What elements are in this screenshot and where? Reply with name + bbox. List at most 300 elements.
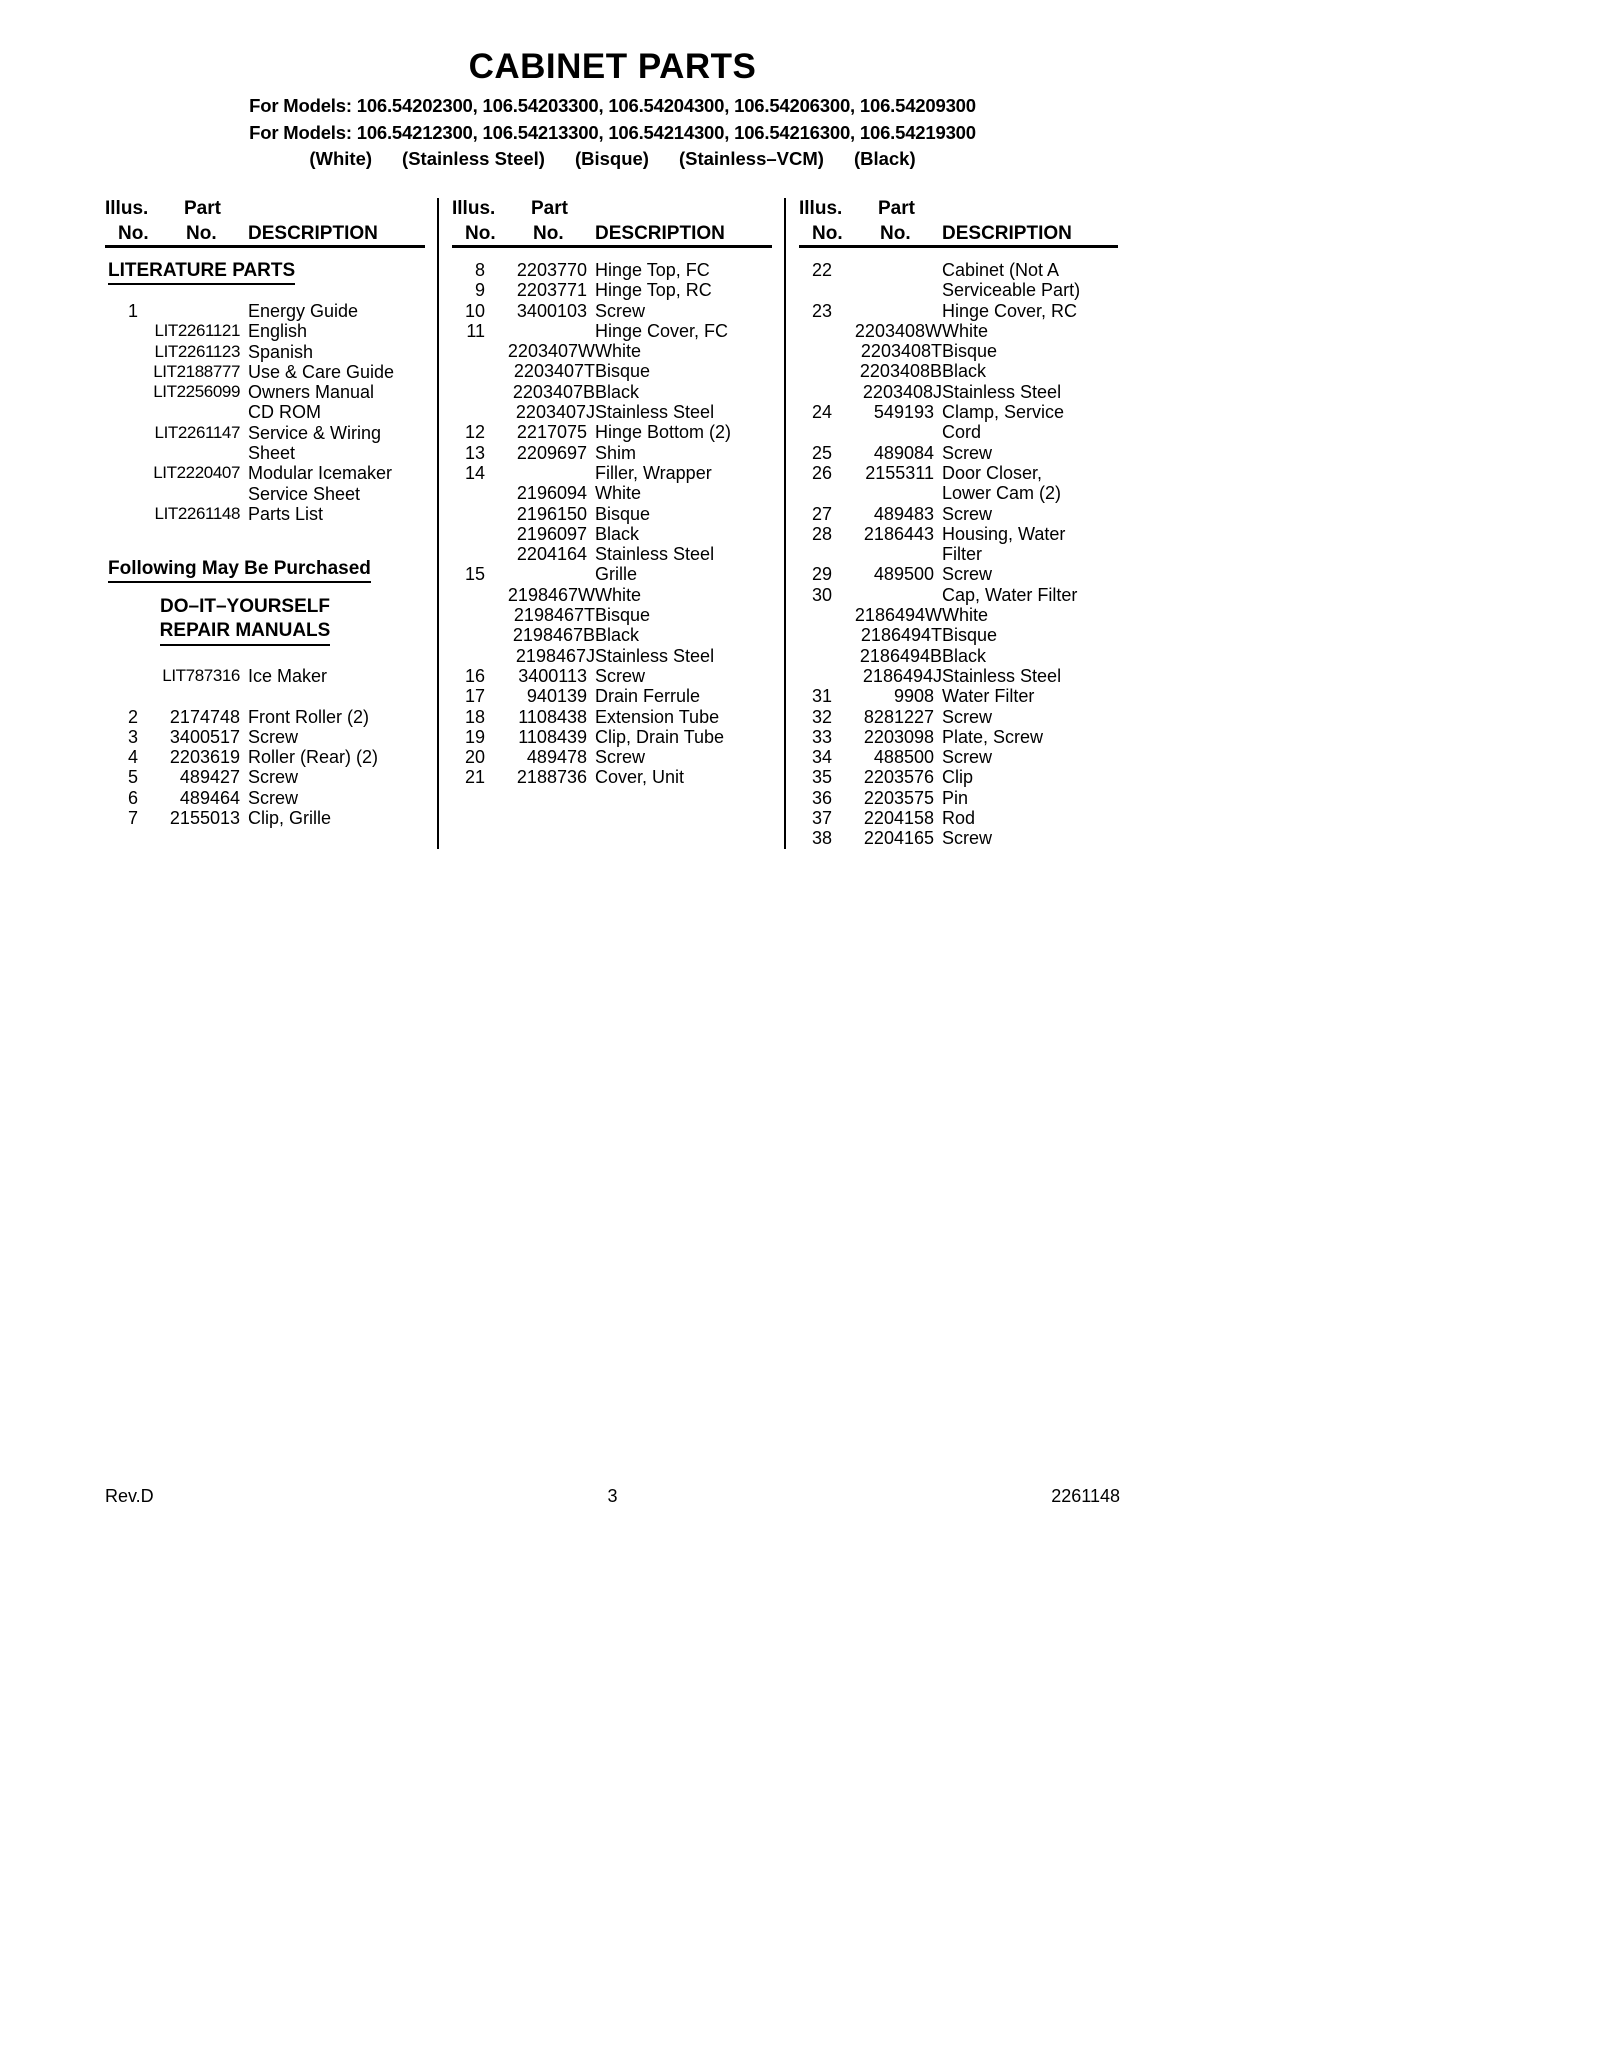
header-description-label: DESCRIPTION (942, 223, 1072, 244)
part-no: 2203098 (863, 726, 934, 747)
part-no: 2155013 (169, 808, 240, 829)
description-line: Door Closer, (942, 462, 1043, 483)
spacer (105, 583, 425, 595)
part-no (485, 564, 587, 584)
part-row (452, 605, 772, 625)
illus-no: 26 (811, 462, 832, 483)
description (248, 463, 425, 504)
part-no: LIT2261123 (154, 341, 240, 361)
header-illus-label: Illus. (105, 198, 149, 219)
part-no: LIT2220407 (153, 463, 240, 483)
description-line: Bisque (942, 341, 998, 362)
illus-no (452, 585, 485, 605)
description (595, 747, 772, 767)
part-no: 2203771 (516, 280, 587, 301)
document (105, 46, 1120, 849)
illus-no (105, 423, 138, 464)
description-line: Screw (942, 442, 993, 463)
part-row (452, 544, 772, 564)
part-no: 2203576 (863, 767, 934, 788)
description-line: White (942, 605, 989, 626)
description (942, 767, 1118, 787)
finish-label: (Stainless–VCM) (678, 148, 824, 169)
illus-no: 30 (811, 584, 832, 605)
illus-no: 4 (127, 747, 138, 768)
description-line: Screw (248, 767, 299, 788)
description-line: Service & Wiring (248, 422, 382, 443)
description-line: Owners Manual (248, 382, 375, 403)
illus-no (799, 361, 832, 381)
part-row (105, 727, 425, 747)
description (595, 483, 772, 503)
description (942, 524, 1118, 565)
part-no: 2188736 (516, 767, 587, 788)
part-no: 2203408W (854, 320, 942, 341)
description-line: Extension Tube (595, 706, 720, 727)
illus-no: 33 (811, 726, 832, 747)
header-description-label: DESCRIPTION (248, 223, 378, 244)
page-footer (105, 1486, 1120, 1510)
header-part-label: Part (531, 198, 568, 219)
description (595, 564, 772, 584)
description-line: Plate, Screw (942, 726, 1044, 747)
part-row (452, 280, 772, 300)
description-line: Bisque (595, 605, 651, 626)
description (248, 342, 425, 362)
part-no: 3400517 (169, 726, 240, 747)
part-no (138, 301, 240, 321)
illus-no: 18 (464, 706, 485, 727)
header-part-label: Part (878, 198, 915, 219)
description (595, 666, 772, 686)
description-line: Energy Guide (248, 301, 359, 321)
part-no: 3400113 (518, 665, 587, 686)
part-no: 2196094 (516, 483, 587, 504)
header-no-label: No. (465, 223, 496, 244)
header-no-label: No. (118, 223, 149, 244)
description-line: Lower Cam (2) (942, 483, 1062, 504)
part-row (105, 788, 425, 808)
illus-no: 35 (811, 767, 832, 788)
description-line: Clip, Drain Tube (595, 726, 725, 747)
description (248, 707, 425, 727)
illus-no (105, 463, 138, 504)
illus-no (799, 341, 832, 361)
description (942, 301, 1118, 321)
part-no: 2203408B (859, 361, 942, 382)
description-line: Bisque (942, 625, 998, 646)
illus-no: 22 (811, 260, 832, 280)
part-no: 2196097 (516, 523, 587, 544)
description (248, 666, 425, 686)
part-no: 8281227 (863, 706, 934, 727)
part-no: LIT2261121 (154, 321, 240, 341)
illus-no: 24 (811, 402, 832, 423)
description (595, 707, 772, 727)
description (942, 646, 1118, 666)
part-row (452, 707, 772, 727)
description (942, 504, 1118, 524)
illus-no: 16 (464, 665, 485, 686)
section-heading-text: REPAIR MANUALS (160, 619, 331, 646)
part-no: 2174748 (169, 706, 240, 727)
part-row (105, 463, 425, 504)
description-line: Pin (942, 787, 969, 808)
part-no: 2217075 (516, 422, 587, 443)
illus-no (452, 605, 485, 625)
illus-no (452, 524, 485, 544)
spacer (105, 646, 425, 666)
part-row (452, 767, 772, 787)
part-no: 1108439 (518, 726, 587, 747)
part-no: 940139 (526, 686, 587, 707)
description (595, 443, 772, 463)
description (248, 727, 425, 747)
part-no: 2196150 (516, 503, 587, 524)
part-row (799, 301, 1118, 321)
part-no: 2203407B (512, 381, 595, 402)
part-no: 2186494J (862, 665, 942, 686)
illus-no (105, 382, 138, 423)
description-line: Screw (942, 828, 993, 849)
description (595, 280, 772, 300)
illus-no: 38 (811, 828, 832, 849)
part-row (799, 707, 1118, 727)
description (942, 605, 1118, 625)
header-description-label: DESCRIPTION (595, 223, 725, 244)
description (942, 727, 1118, 747)
description-line: Cover, Unit (595, 767, 685, 788)
part-row (799, 443, 1118, 463)
footer-revision: Rev.D (105, 1486, 154, 1506)
description-line: Stainless Steel (595, 402, 715, 423)
models-line-2: For Models: 106.54212300, 106.54213300, 106.54214300, 106.54216300, 106.54219300 (249, 122, 976, 143)
description-line: Black (595, 381, 640, 402)
description-line: Black (595, 625, 640, 646)
part-row (799, 666, 1118, 686)
description-line: Screw (595, 300, 646, 321)
description-line: Screw (942, 503, 993, 524)
part-no: 2203619 (169, 747, 240, 768)
part-row (799, 686, 1118, 706)
part-row (452, 747, 772, 767)
illus-no (105, 666, 138, 686)
part-no (832, 585, 934, 605)
description (595, 524, 772, 544)
part-no: 2203770 (516, 260, 587, 280)
part-no: 3400103 (516, 300, 587, 321)
description (942, 585, 1118, 605)
description-line: Black (595, 523, 640, 544)
description (942, 808, 1118, 828)
finish-label: (Bisque) (574, 148, 649, 169)
part-row (452, 564, 772, 584)
description-line: White (942, 320, 989, 341)
part-row (105, 423, 425, 464)
description (248, 362, 425, 382)
section-heading-text: LITERATURE PARTS (108, 260, 295, 285)
part-no: 2204158 (863, 808, 934, 829)
part-row (799, 524, 1118, 565)
description (248, 301, 425, 321)
description-line: Hinge Cover, FC (595, 320, 729, 341)
illus-no (452, 361, 485, 381)
description-line: Stainless Steel (942, 665, 1062, 686)
part-no: 1108438 (518, 706, 587, 727)
illus-no (799, 666, 832, 686)
illus-no (452, 504, 485, 524)
part-row (799, 564, 1118, 584)
description-line: Filter (942, 544, 982, 565)
description (595, 686, 772, 706)
part-row (452, 504, 772, 524)
part-row (452, 524, 772, 544)
description-line: Stainless Steel (595, 544, 715, 565)
part-no (832, 301, 934, 321)
finish-label: (White) (309, 148, 373, 169)
part-row (452, 443, 772, 463)
parts-table (105, 198, 1120, 849)
description-line: Drain Ferrule (595, 686, 701, 707)
header-no-label: No. (186, 223, 217, 244)
part-no: 2198467T (513, 605, 595, 626)
part-row (105, 504, 425, 524)
illus-no: 25 (811, 442, 832, 463)
illus-no: 27 (811, 503, 832, 524)
illus-no (452, 646, 485, 666)
part-no: 2198467W (507, 584, 595, 605)
description-line: White (595, 584, 642, 605)
description-line: Clip, Grille (248, 808, 332, 829)
part-no: 489427 (179, 767, 240, 788)
illus-no: 5 (127, 767, 138, 788)
description (942, 402, 1118, 443)
part-no: 2198467B (512, 625, 595, 646)
description-line: Sheet (248, 443, 296, 464)
part-no: 2186494T (860, 625, 942, 646)
illus-no: 19 (464, 726, 485, 747)
description (942, 828, 1118, 848)
part-row (799, 788, 1118, 808)
description (248, 747, 425, 767)
description (942, 463, 1118, 504)
description-line: Screw (595, 747, 646, 768)
header-illus-label: Illus. (452, 198, 496, 219)
part-no: 2203407J (515, 402, 595, 423)
part-row (452, 260, 772, 280)
description (942, 341, 1118, 361)
part-no: 489500 (873, 564, 934, 585)
part-row (452, 625, 772, 645)
description (595, 727, 772, 747)
part-no (485, 321, 587, 341)
description (595, 585, 772, 605)
description-line: Black (942, 645, 987, 666)
illus-no (799, 321, 832, 341)
part-no: 489464 (179, 787, 240, 808)
description-line: Stainless Steel (942, 381, 1062, 402)
finish-label: (Black) (853, 148, 916, 169)
description-line: Screw (942, 706, 993, 727)
illus-no (105, 342, 138, 362)
illus-no: 8 (474, 260, 485, 280)
description (942, 788, 1118, 808)
section-heading (108, 558, 425, 583)
description-line: Service Sheet (248, 483, 361, 504)
description (595, 605, 772, 625)
description (942, 382, 1118, 402)
illus-no (452, 402, 485, 422)
part-row (799, 321, 1118, 341)
description-line: Hinge Cover, RC (942, 300, 1078, 321)
illus-no (452, 483, 485, 503)
part-row (799, 341, 1118, 361)
description-line: Serviceable Part) (942, 280, 1081, 301)
description (942, 564, 1118, 584)
illus-no (452, 544, 485, 564)
description (942, 260, 1118, 301)
description (248, 504, 425, 524)
part-row (105, 666, 425, 686)
description-line: Shim (595, 442, 637, 463)
description (595, 504, 772, 524)
description-line: Hinge Top, FC (595, 260, 710, 280)
part-no: 489478 (526, 747, 587, 768)
description (248, 808, 425, 828)
part-row (452, 666, 772, 686)
illus-no: 15 (464, 564, 485, 585)
part-row (799, 504, 1118, 524)
description-line: Screw (942, 747, 993, 768)
part-row (452, 483, 772, 503)
part-row (799, 605, 1118, 625)
part-no: 2186443 (863, 523, 934, 544)
description (595, 321, 772, 341)
description-line: Cap, Water Filter (942, 584, 1078, 605)
part-no: 2186494W (854, 605, 942, 626)
illus-no (799, 625, 832, 645)
illus-no: 10 (464, 300, 485, 321)
part-no: 2203407T (513, 361, 595, 382)
part-no: 549193 (873, 402, 934, 423)
illus-no: 2 (127, 706, 138, 727)
description (942, 321, 1118, 341)
part-row (452, 301, 772, 321)
description-line: Roller (Rear) (2) (248, 747, 379, 768)
description (595, 544, 772, 564)
illus-no: 28 (811, 523, 832, 544)
description-line: Rod (942, 808, 976, 829)
description-line: Screw (248, 787, 299, 808)
part-no: 9908 (893, 686, 934, 707)
part-no: 489084 (873, 442, 934, 463)
illus-no: 34 (811, 747, 832, 768)
part-no: LIT2256099 (153, 382, 240, 402)
illus-no: 14 (464, 462, 485, 483)
parts-column-1 (105, 198, 437, 849)
header-no-label: No. (533, 223, 564, 244)
description (942, 443, 1118, 463)
part-row (799, 382, 1118, 402)
description (248, 788, 425, 808)
part-no: 489483 (873, 503, 934, 524)
part-no: 488500 (873, 747, 934, 768)
part-no: LIT2188777 (153, 361, 240, 381)
illus-no (799, 605, 832, 625)
parts-column-3 (786, 198, 1118, 849)
description-line: Cord (942, 422, 982, 443)
description (595, 260, 772, 280)
description (595, 341, 772, 361)
part-row (799, 585, 1118, 605)
spacer (105, 687, 425, 707)
illus-no (452, 625, 485, 645)
description-line: Grille (595, 564, 638, 585)
illus-no (452, 341, 485, 361)
description-line: English (248, 321, 308, 342)
illus-no (452, 382, 485, 402)
description (595, 361, 772, 381)
header-no-label: No. (812, 223, 843, 244)
illus-no (799, 382, 832, 402)
part-row (799, 747, 1118, 767)
description (942, 625, 1118, 645)
illus-no: 6 (127, 787, 138, 808)
description (595, 463, 772, 483)
part-no (832, 260, 934, 301)
header-no-label: No. (880, 223, 911, 244)
part-row (105, 321, 425, 341)
part-row (452, 321, 772, 341)
description-line: Water Filter (942, 686, 1035, 707)
section-heading-text: Following May Be Purchased (108, 558, 371, 583)
description-line: Clamp, Service (942, 402, 1065, 423)
part-row (799, 402, 1118, 443)
part-no: 2155311 (865, 462, 934, 483)
part-no: LIT2261148 (154, 503, 240, 523)
finish-label: (Stainless Steel) (402, 148, 545, 169)
column-header (799, 198, 1118, 248)
description-line: Stainless Steel (595, 645, 715, 666)
illus-no: 7 (127, 808, 138, 829)
header-part-label: Part (184, 198, 221, 219)
description-line: Clip (942, 767, 974, 788)
description (595, 402, 772, 422)
illus-no: 37 (811, 808, 832, 829)
illus-no: 31 (811, 686, 832, 707)
part-row (105, 382, 425, 423)
illus-no (105, 321, 138, 341)
part-row (452, 341, 772, 361)
description-line: Housing, Water (942, 523, 1066, 544)
part-no: 2186494B (859, 645, 942, 666)
description (595, 382, 772, 402)
part-row (799, 808, 1118, 828)
part-row (452, 686, 772, 706)
part-row (452, 422, 772, 442)
description (248, 423, 425, 464)
part-no: LIT2261147 (154, 422, 240, 442)
spacer (105, 285, 425, 301)
description-line: White (595, 483, 642, 504)
part-row (105, 808, 425, 828)
description-line: Screw (595, 665, 646, 686)
part-row (452, 646, 772, 666)
illus-no (105, 504, 138, 524)
part-row (799, 646, 1118, 666)
part-row (105, 301, 425, 321)
description-line: Filler, Wrapper (595, 462, 712, 483)
